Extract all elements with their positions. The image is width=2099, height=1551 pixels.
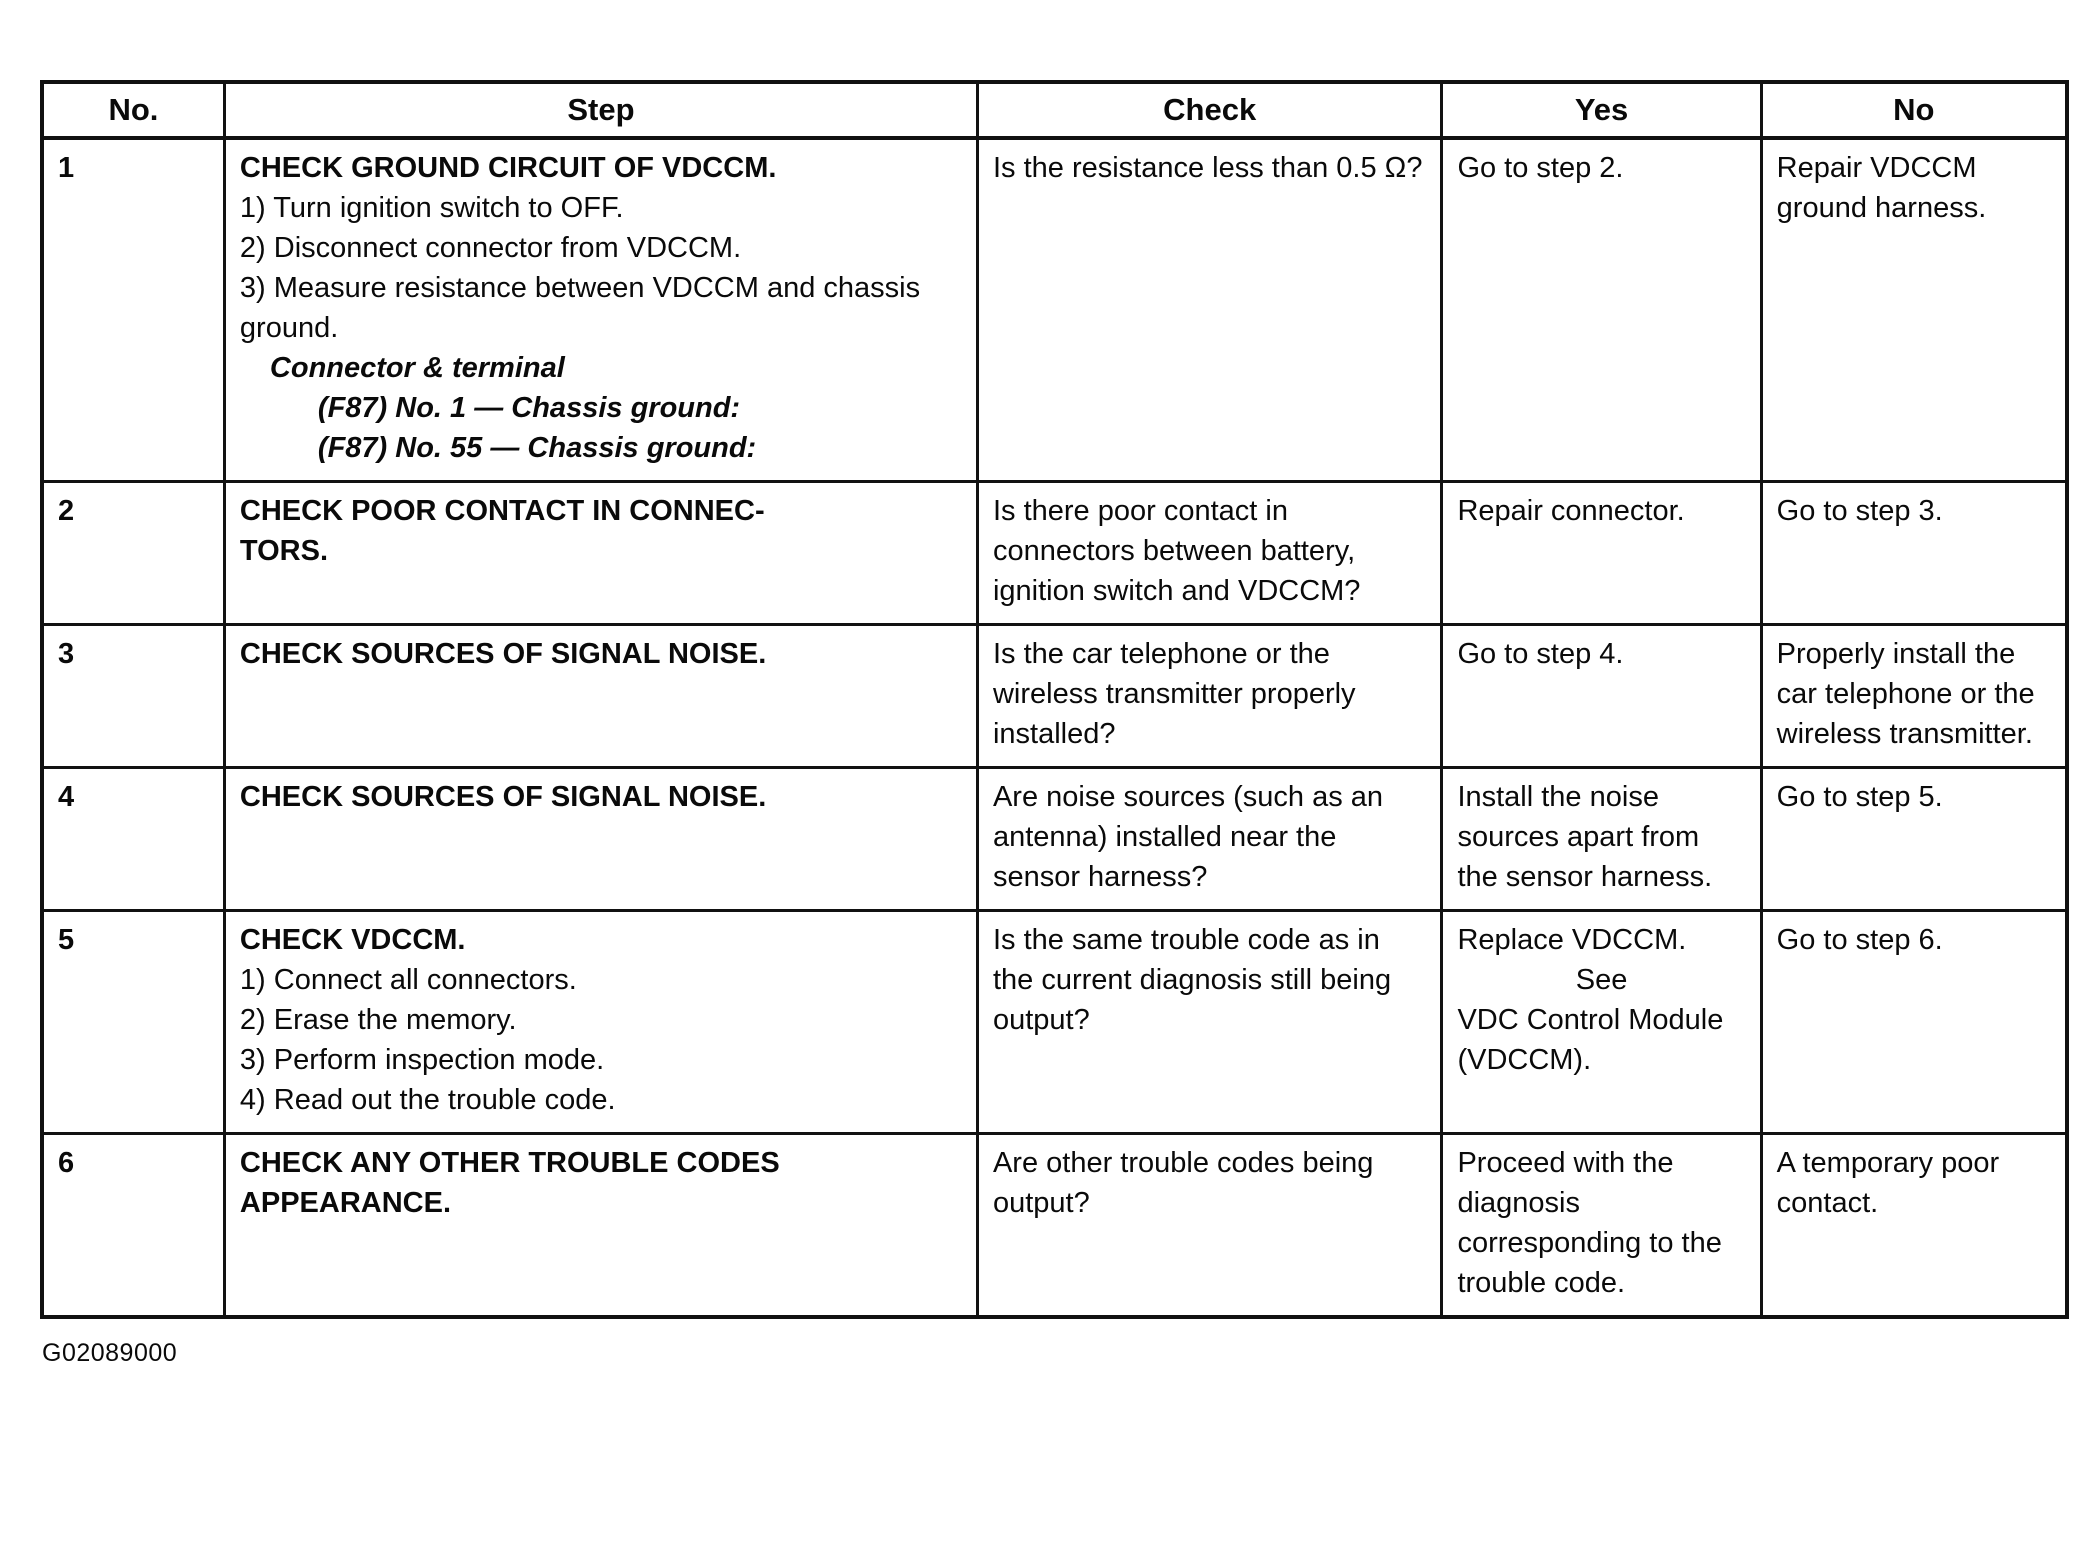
text-line: (F87) No. 55 — Chassis ground: [317, 432, 757, 465]
cell-step [224, 911, 977, 1134]
text-line: Go to step 3. [1776, 495, 1943, 528]
text-line: Go to step 2. [1457, 152, 1624, 184]
table-row [42, 138, 2067, 482]
cell-step [224, 1134, 977, 1318]
text-line: CHECK SOURCES OF SIGNAL NOISE. [239, 638, 767, 671]
cell-step-number: 4 [42, 768, 224, 911]
table-row [42, 482, 2067, 625]
cell-yes [1442, 768, 1761, 911]
column-header: Yes [1442, 82, 1761, 138]
cell-step [224, 482, 977, 625]
cell-check [977, 625, 1441, 768]
cell-check [977, 482, 1441, 625]
cell-no [1761, 138, 2067, 482]
cell-step-number: 5 [42, 911, 224, 1134]
text-line: 2) Erase the memory. [239, 1004, 517, 1037]
cell-check [977, 768, 1441, 911]
cell-yes [1442, 138, 1761, 482]
cell-check [977, 138, 1441, 482]
text-line: VDC Control Module (VDCCM). [1457, 1004, 1724, 1077]
figure-code: G02089000 [42, 1339, 178, 1368]
table-row [42, 768, 2067, 911]
text-line: Go to step 6. [1776, 924, 1943, 957]
text-line: TORS. [239, 535, 329, 568]
text-line: Install the noise sources apart from the sensor harness. [1457, 781, 1713, 894]
text-line: Is the same trouble code as in the current diagnosis still being output? [992, 924, 1392, 1037]
cell-no [1761, 482, 2067, 625]
diagnostic-table [40, 80, 2069, 1319]
text-line: Repair connector. [1457, 495, 1685, 528]
column-header: Step [224, 82, 977, 138]
text-line: Proceed with the diagnosis corresponding to the trouble code. [1457, 1147, 1722, 1300]
text-line: (F87) No. 1 — Chassis ground: [317, 392, 741, 425]
cell-no [1761, 768, 2067, 911]
text-line: 4) Read out the trouble code. [239, 1084, 616, 1117]
text-line: Is there poor contact in connectors between battery, ignition switch and VDCCM? [992, 495, 1361, 608]
cell-no [1761, 625, 2067, 768]
cell-yes [1442, 911, 1761, 1134]
cell-step-number: 1 [42, 138, 224, 482]
table-body [42, 138, 2067, 1317]
text-line: CHECK POOR CONTACT IN CONNEC- [239, 495, 765, 528]
text-line: CHECK VDCCM. [239, 924, 466, 957]
cell-yes [1442, 482, 1761, 625]
cell-step [224, 768, 977, 911]
text-line: Is the car telephone or the wireless transmitter properly installed? [992, 638, 1356, 751]
cell-no [1761, 911, 2067, 1134]
text-line: Properly install the car telephone or the wireless transmitter. [1776, 638, 2035, 751]
table-row [42, 625, 2067, 768]
text-line: Go to step 5. [1776, 781, 1943, 814]
column-header: No [1761, 82, 2067, 138]
text-line: CHECK GROUND CIRCUIT OF VDCCM. [239, 152, 777, 184]
table-row [42, 1134, 2067, 1318]
table-head [42, 82, 2067, 138]
text-line: Go to step 4. [1457, 638, 1624, 671]
text-line: 3) Measure resistance between VDCCM and chassis ground. [239, 272, 921, 345]
text-line: A temporary poor contact. [1776, 1147, 2000, 1220]
text-line: Is the resistance less than 0.5 Ω? [992, 152, 1423, 184]
text-line: See [1575, 964, 1628, 997]
cell-no [1761, 1134, 2067, 1318]
text-line: 2) Disconnect connector from VDCCM. [239, 232, 742, 265]
text-line: CHECK SOURCES OF SIGNAL NOISE. [239, 781, 767, 814]
cell-yes [1442, 1134, 1761, 1318]
text-line: Replace VDCCM. [1457, 924, 1687, 957]
text-line: Are other trouble codes being output? [992, 1147, 1374, 1220]
cell-check [977, 1134, 1441, 1318]
text-line: APPEARANCE. [239, 1187, 452, 1220]
cell-step-number: 2 [42, 482, 224, 625]
cell-step-number: 6 [42, 1134, 224, 1318]
text-line: Are noise sources (such as an antenna) installed near the sensor harness? [992, 781, 1384, 894]
column-header: No. [42, 82, 224, 138]
text-line: 1) Turn ignition switch to OFF. [239, 192, 624, 225]
text-line: Repair VDCCM ground harness. [1776, 152, 1987, 225]
column-header: Check [977, 82, 1441, 138]
text-line: 1) Connect all connectors. [239, 964, 577, 997]
cell-step [224, 138, 977, 482]
text-line: CHECK ANY OTHER TROUBLE CODES [239, 1147, 780, 1180]
cell-step [224, 625, 977, 768]
table-row [42, 911, 2067, 1134]
cell-step-number: 3 [42, 625, 224, 768]
cell-check [977, 911, 1441, 1134]
cell-yes [1442, 625, 1761, 768]
text-line: 3) Perform inspection mode. [239, 1044, 605, 1077]
text-line: Connector & terminal [269, 352, 565, 385]
header-row [42, 82, 2067, 138]
